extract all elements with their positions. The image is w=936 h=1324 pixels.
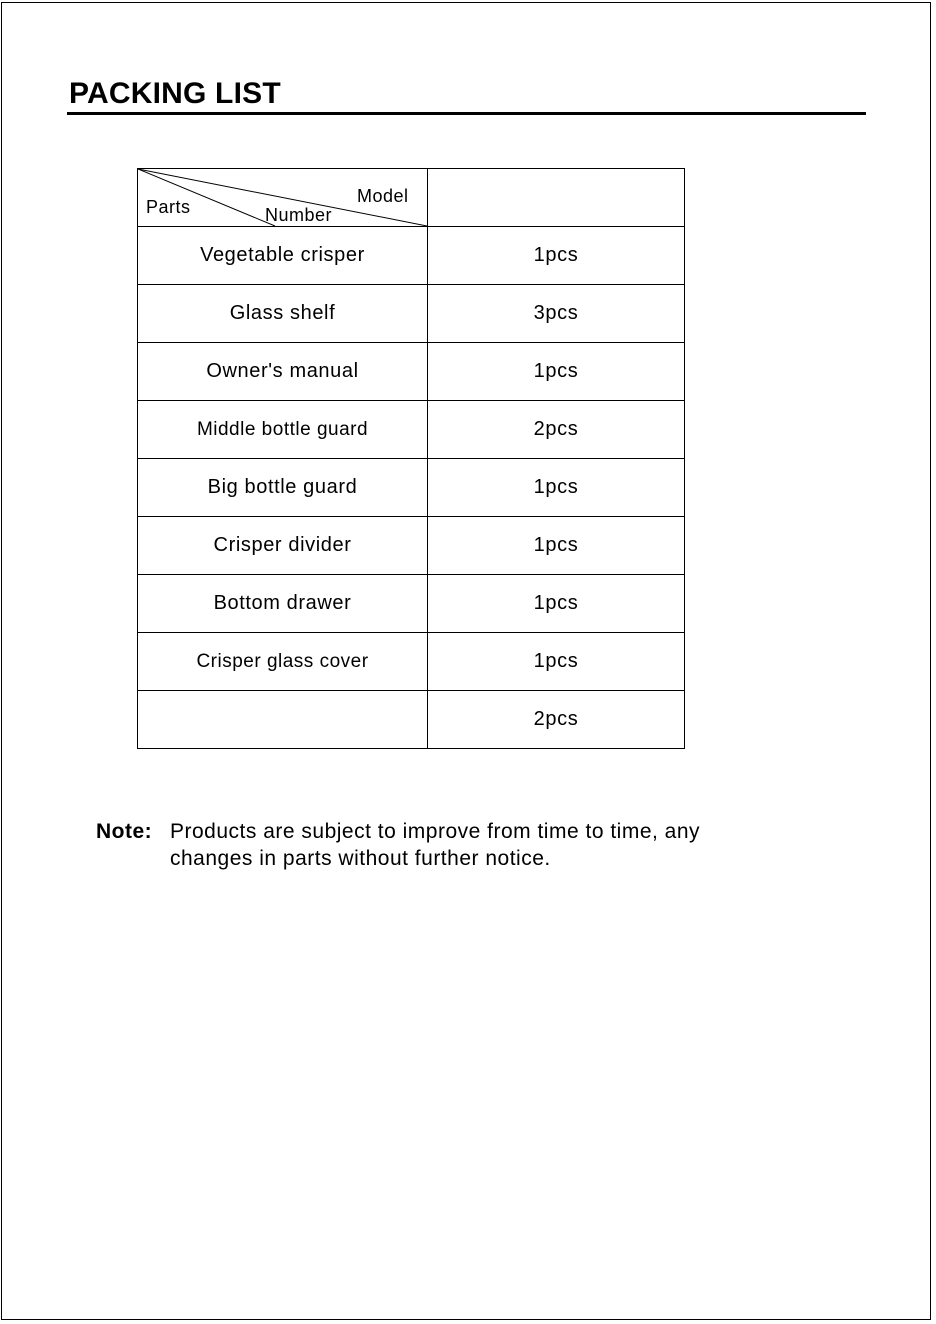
table-row bbox=[138, 227, 685, 285]
quantity-cell: 2pcs bbox=[428, 401, 685, 459]
table-row bbox=[138, 343, 685, 401]
part-name-cell: Bottom drawer bbox=[138, 575, 428, 633]
note-block bbox=[96, 818, 700, 872]
note-label: Note: bbox=[96, 820, 153, 843]
part-name-cell: Glass shelf bbox=[138, 285, 428, 343]
part-name-cell: Vegetable crisper bbox=[138, 227, 428, 285]
quantity-cell: 1pcs bbox=[428, 575, 685, 633]
quantity-cell: 2pcs bbox=[428, 691, 685, 749]
header-model-value bbox=[428, 169, 685, 227]
table-row bbox=[138, 459, 685, 517]
packing-table bbox=[137, 168, 685, 749]
part-name-cell: Middle bottle guard bbox=[138, 401, 428, 459]
part-name-cell bbox=[138, 691, 428, 749]
quantity-cell: 1pcs bbox=[428, 517, 685, 575]
title-underline bbox=[67, 112, 866, 115]
part-name-cell: Crisper glass cover bbox=[138, 633, 428, 691]
table-row bbox=[138, 633, 685, 691]
note-text-1: Products are subject to improve from time to time, any bbox=[170, 820, 701, 843]
part-name-cell: Owner's manual bbox=[138, 343, 428, 401]
quantity-cell: 3pcs bbox=[428, 285, 685, 343]
table-row bbox=[138, 575, 685, 633]
header-parts-label: Parts bbox=[146, 197, 191, 217]
quantity-cell: 1pcs bbox=[428, 459, 685, 517]
header-number-label: Number bbox=[265, 205, 333, 225]
part-name-cell: Crisper divider bbox=[138, 517, 428, 575]
table-row bbox=[138, 285, 685, 343]
page-title: PACKING LIST bbox=[69, 77, 281, 110]
table-row bbox=[138, 401, 685, 459]
quantity-cell: 1pcs bbox=[428, 633, 685, 691]
quantity-cell: 1pcs bbox=[428, 343, 685, 401]
note-line-1 bbox=[96, 818, 700, 845]
quantity-cell: 1pcs bbox=[428, 227, 685, 285]
header-model-label: Model bbox=[357, 186, 409, 206]
table-row bbox=[138, 517, 685, 575]
part-name-cell: Big bottle guard bbox=[138, 459, 428, 517]
header-diagonal-cell bbox=[138, 169, 428, 227]
table-header-row bbox=[138, 169, 685, 227]
note-text-2: changes in parts without further notice. bbox=[170, 847, 551, 870]
table-row bbox=[138, 691, 685, 749]
